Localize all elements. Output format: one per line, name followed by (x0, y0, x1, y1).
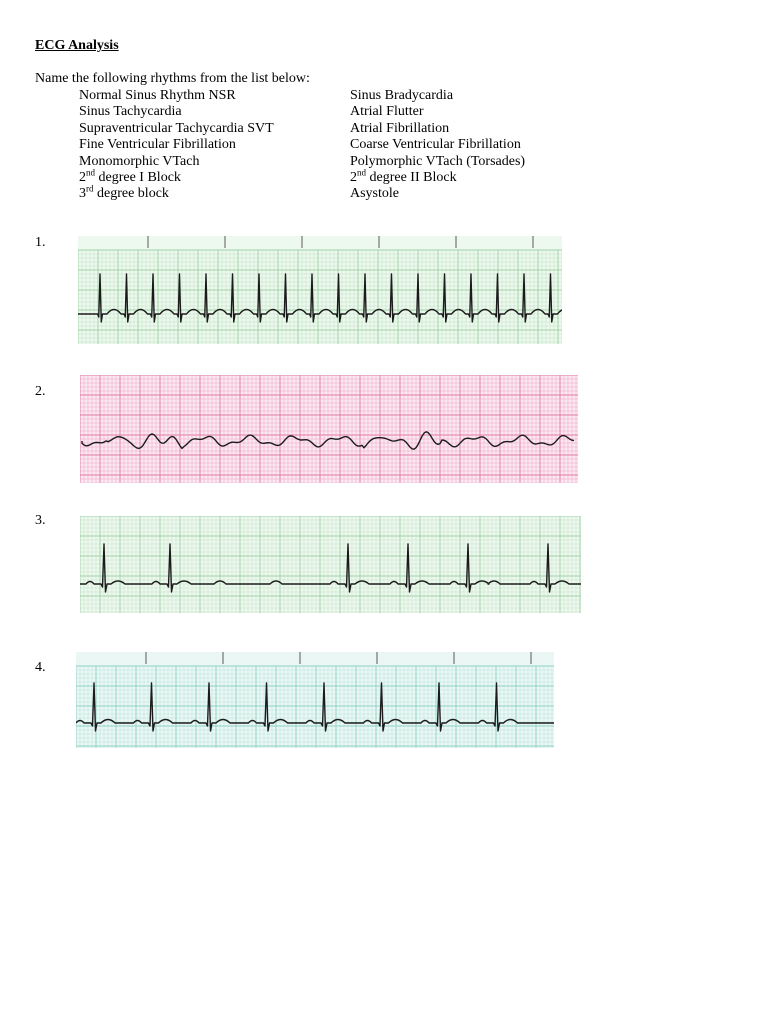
rhythm-option: Monomorphic VTach (79, 153, 200, 169)
document-title: ECG Analysis (35, 38, 119, 53)
ecg-paper (80, 516, 581, 613)
rhythm-options-right-column (350, 88, 525, 203)
rhythm-option: Sinus Tachycardia (79, 104, 182, 120)
rhythm-option: Atrial Flutter (350, 104, 424, 120)
ecg-strip-graphic (80, 375, 578, 483)
rhythm-option: Atrial Fibrillation (350, 120, 450, 136)
ecg-strip-3 (80, 516, 581, 613)
question-number-1: 1. (35, 235, 46, 250)
rhythm-option: 2nd degree II Block (350, 167, 457, 186)
rhythm-option: Fine Ventricular Fibrillation (79, 137, 236, 153)
question-number-4: 4. (35, 660, 46, 675)
instructions-text: Name the following rhythms from the list below: (35, 71, 310, 86)
rhythm-option: 3rd degree block (79, 183, 169, 202)
question-number-2: 2. (35, 384, 46, 399)
rhythm-option: Polymorphic VTach (Torsades) (350, 153, 526, 169)
ecg-paper (80, 375, 578, 483)
rhythm-option: 2nd degree I Block (79, 167, 181, 186)
rhythm-option: Supraventricular Tachycardia SVT (79, 120, 274, 136)
ecg-strip-1 (78, 236, 562, 344)
rhythm-option: Asystole (350, 186, 399, 202)
rhythm-options-left-column (79, 88, 274, 203)
rhythm-option: Normal Sinus Rhythm NSR (79, 88, 236, 103)
question-number-3: 3. (35, 513, 46, 528)
ecg-strip-4 (76, 652, 554, 748)
rhythm-option: Sinus Bradycardia (350, 88, 454, 103)
ecg-strip-2 (80, 375, 578, 483)
ecg-strip-graphic (80, 516, 581, 613)
ecg-strip-graphic (76, 652, 554, 748)
rhythm-option: Coarse Ventricular Fibrillation (350, 137, 521, 153)
ecg-strip-graphic (78, 236, 562, 344)
